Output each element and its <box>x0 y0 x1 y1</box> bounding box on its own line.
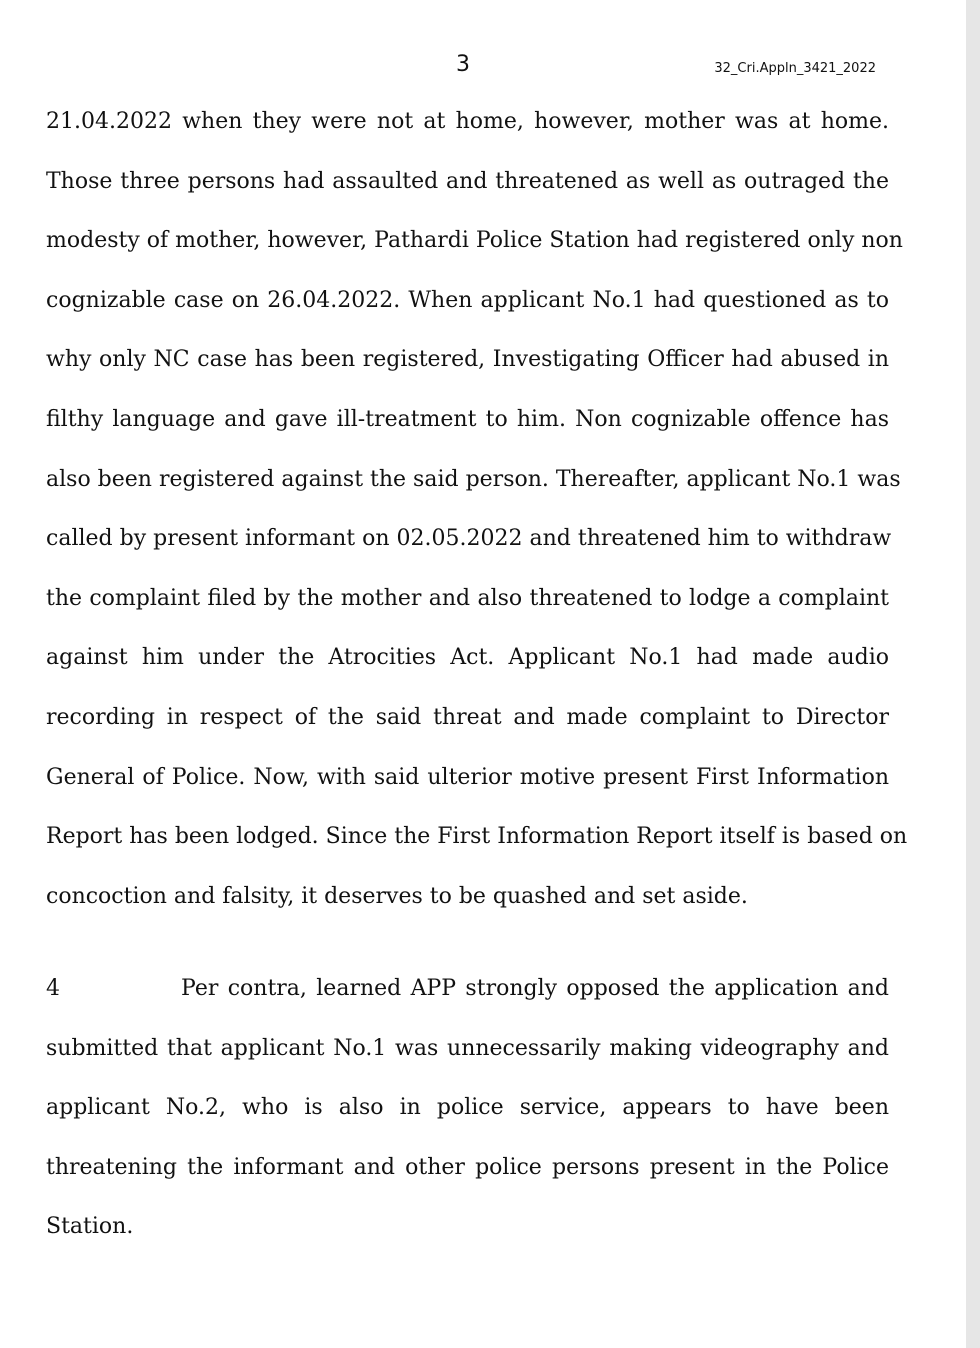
text-line: submitted that applicant No.1 was unnecessarily making videography and <box>46 1035 889 1061</box>
text-line: General of Police. Now, with said ulterior motive present First Information <box>46 764 889 790</box>
text-line: Station. <box>46 1214 134 1240</box>
text-line: 21.04.2022 when they were not at home, however, mother was at home. <box>46 109 889 134</box>
text-line: why only NC case has been registered, Investigating Officer had abused in <box>46 347 889 373</box>
text-line: called by present informant on 02.05.2022 and threatened him to withdraw <box>46 526 892 552</box>
text-line: also been registered against the said person. Thereafter, applicant No.1 was <box>46 466 901 492</box>
paragraph-4 <box>46 959 889 1257</box>
case-reference: 32_Cri.Appln_3421_2022 <box>714 61 876 76</box>
text-line: Per contra, learned APP strongly opposed the application and <box>181 976 889 1001</box>
text-line: applicant No.2, who is also in police service, appears to have been <box>46 1095 889 1121</box>
text-line: recording in respect of the said threat and made complaint to Director <box>46 704 889 730</box>
text-line: against him under the Atrocities Act. Applicant No.1 had made audio <box>46 645 889 671</box>
text-line: Report has been lodged. Since the First Information Report itself is based on <box>46 824 908 850</box>
paragraph-number: 4 <box>46 976 60 1001</box>
text-line: cognizable case on 26.04.2022. When applicant No.1 had questioned as to <box>46 287 889 313</box>
text-line: Those three persons had assaulted and threatened as well as outraged the <box>46 168 889 194</box>
page-edge-divider <box>966 0 980 1348</box>
text-line: concoction and falsity, it deserves to be quashed and set aside. <box>46 883 748 909</box>
paragraph-continued <box>46 92 908 926</box>
paragraph-first-line <box>46 959 889 1019</box>
text-line: filthy language and gave ill-treatment to him. Non cognizable offence has <box>46 406 889 432</box>
text-line: the complaint filed by the mother and also threatened to lodge a complaint <box>46 585 889 611</box>
text-line: modesty of mother, however, Pathardi Police Station had registered only non <box>46 228 903 254</box>
text-line: threatening the informant and other police persons present in the Police <box>46 1154 889 1180</box>
page-number: 3 <box>456 52 470 77</box>
